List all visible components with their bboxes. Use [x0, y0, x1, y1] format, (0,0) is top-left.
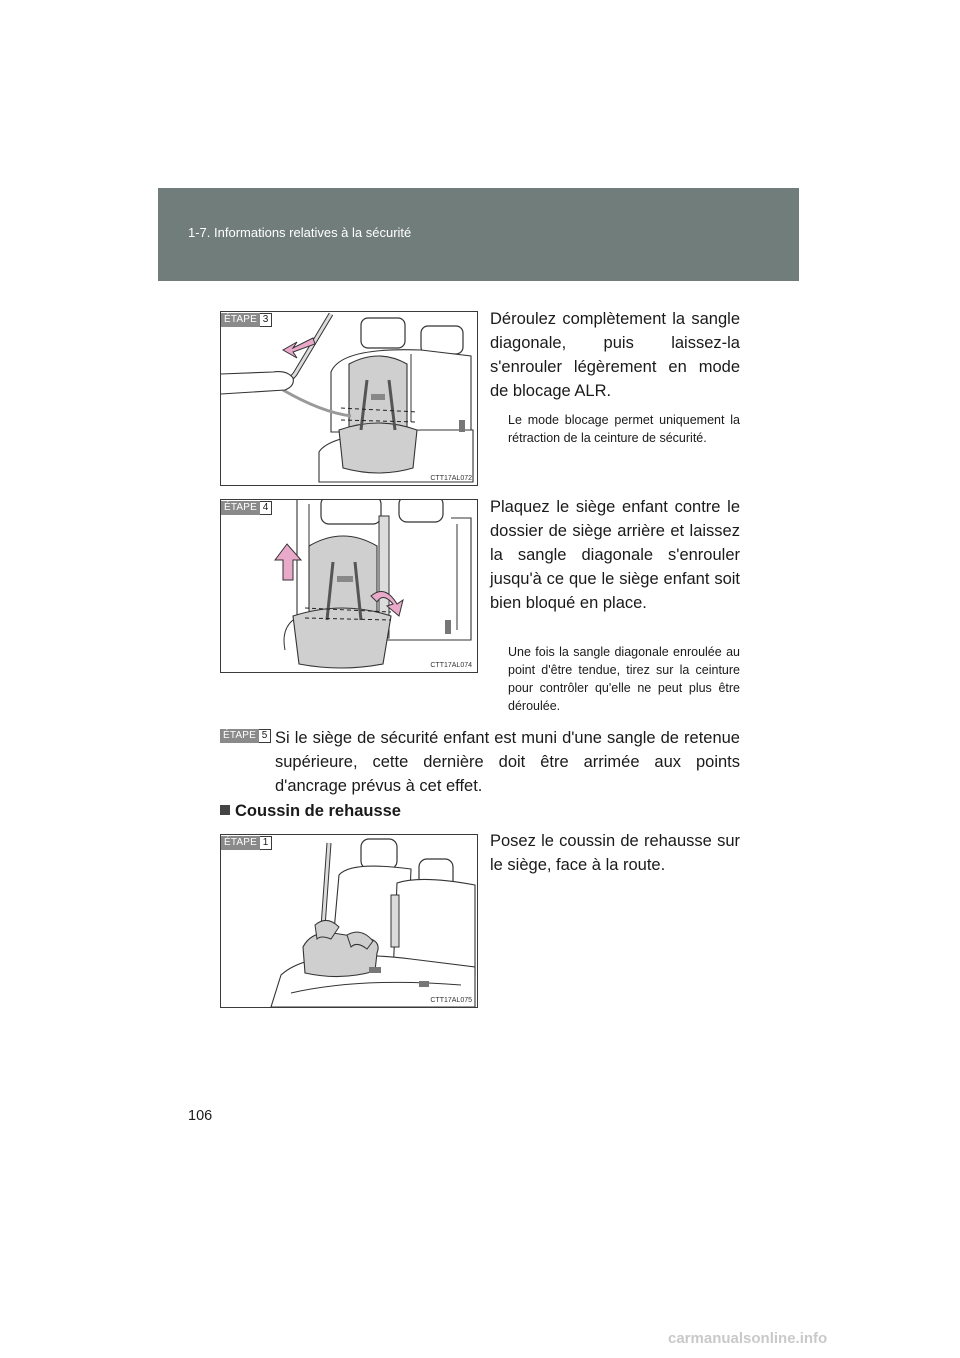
figure-code: CTT17AL072: [430, 475, 472, 482]
header-band: [158, 188, 799, 281]
step-badge: [221, 501, 272, 515]
step-badge-word: ÉTAPE: [220, 729, 259, 743]
step-badge-step-5: [220, 729, 271, 743]
figure-booster-step-1: [220, 834, 478, 1008]
booster-heading: [220, 802, 401, 821]
figure-code: CTT17AL075: [430, 997, 472, 1004]
step-badge-word: ÉTAPE: [221, 836, 260, 850]
step-badge-word: ÉTAPE: [221, 501, 260, 515]
step-badge-number: 4: [260, 501, 272, 515]
step-badge: [221, 836, 272, 850]
illustration-booster-cushion: [221, 835, 477, 1007]
step-3-instruction: Déroulez complètement la sangle diagonale, puis laissez-la s'enrouler légèrement en mode de blocage ALR.: [490, 310, 740, 400]
section-title: 1-7. Informations relatives à la sécurité: [188, 225, 412, 240]
booster-heading-text: Coussin de rehausse: [235, 802, 401, 820]
page-number: 106: [188, 1108, 213, 1124]
step-badge: [221, 313, 272, 327]
step-3-note: Le mode blocage permet uniquement la rétraction de la ceinture de sécurité.: [508, 413, 740, 445]
step-4-instruction: Plaquez le siège enfant contre le dossier de siège arrière et laissez la sangle diagonale s'enrouler jusqu'à ce que le siège enfant soit bien bloqué en place.: [490, 498, 740, 612]
booster-step-1-instruction: Posez le coussin de rehausse sur le siège, face à la route.: [490, 832, 740, 874]
step-badge-word: ÉTAPE: [221, 313, 260, 327]
step-5-instruction: Si le siège de sécurité enfant est muni d'une sangle de retenue supérieure, cette dernière doit être arrimée aux points d'ancrage prévus à cet effet.: [275, 729, 740, 795]
figure-step-4: [220, 499, 478, 673]
step-4-note: Une fois la sangle diagonale enroulée au point d'être tendue, tirez sur la ceinture pour contrôler qu'elle ne peut plus être déroulée.: [508, 645, 740, 713]
illustration-belt-pull: [221, 312, 477, 485]
square-bullet-icon: [220, 805, 230, 815]
step-badge-number: 5: [259, 729, 271, 743]
step-badge-number: 1: [260, 836, 272, 850]
step-badge-number: 3: [260, 313, 272, 327]
illustration-seat-push: [221, 500, 477, 672]
figure-step-3: [220, 311, 478, 486]
figure-code: CTT17AL074: [430, 662, 472, 669]
watermark: carmanualsonline.info: [668, 1330, 828, 1347]
